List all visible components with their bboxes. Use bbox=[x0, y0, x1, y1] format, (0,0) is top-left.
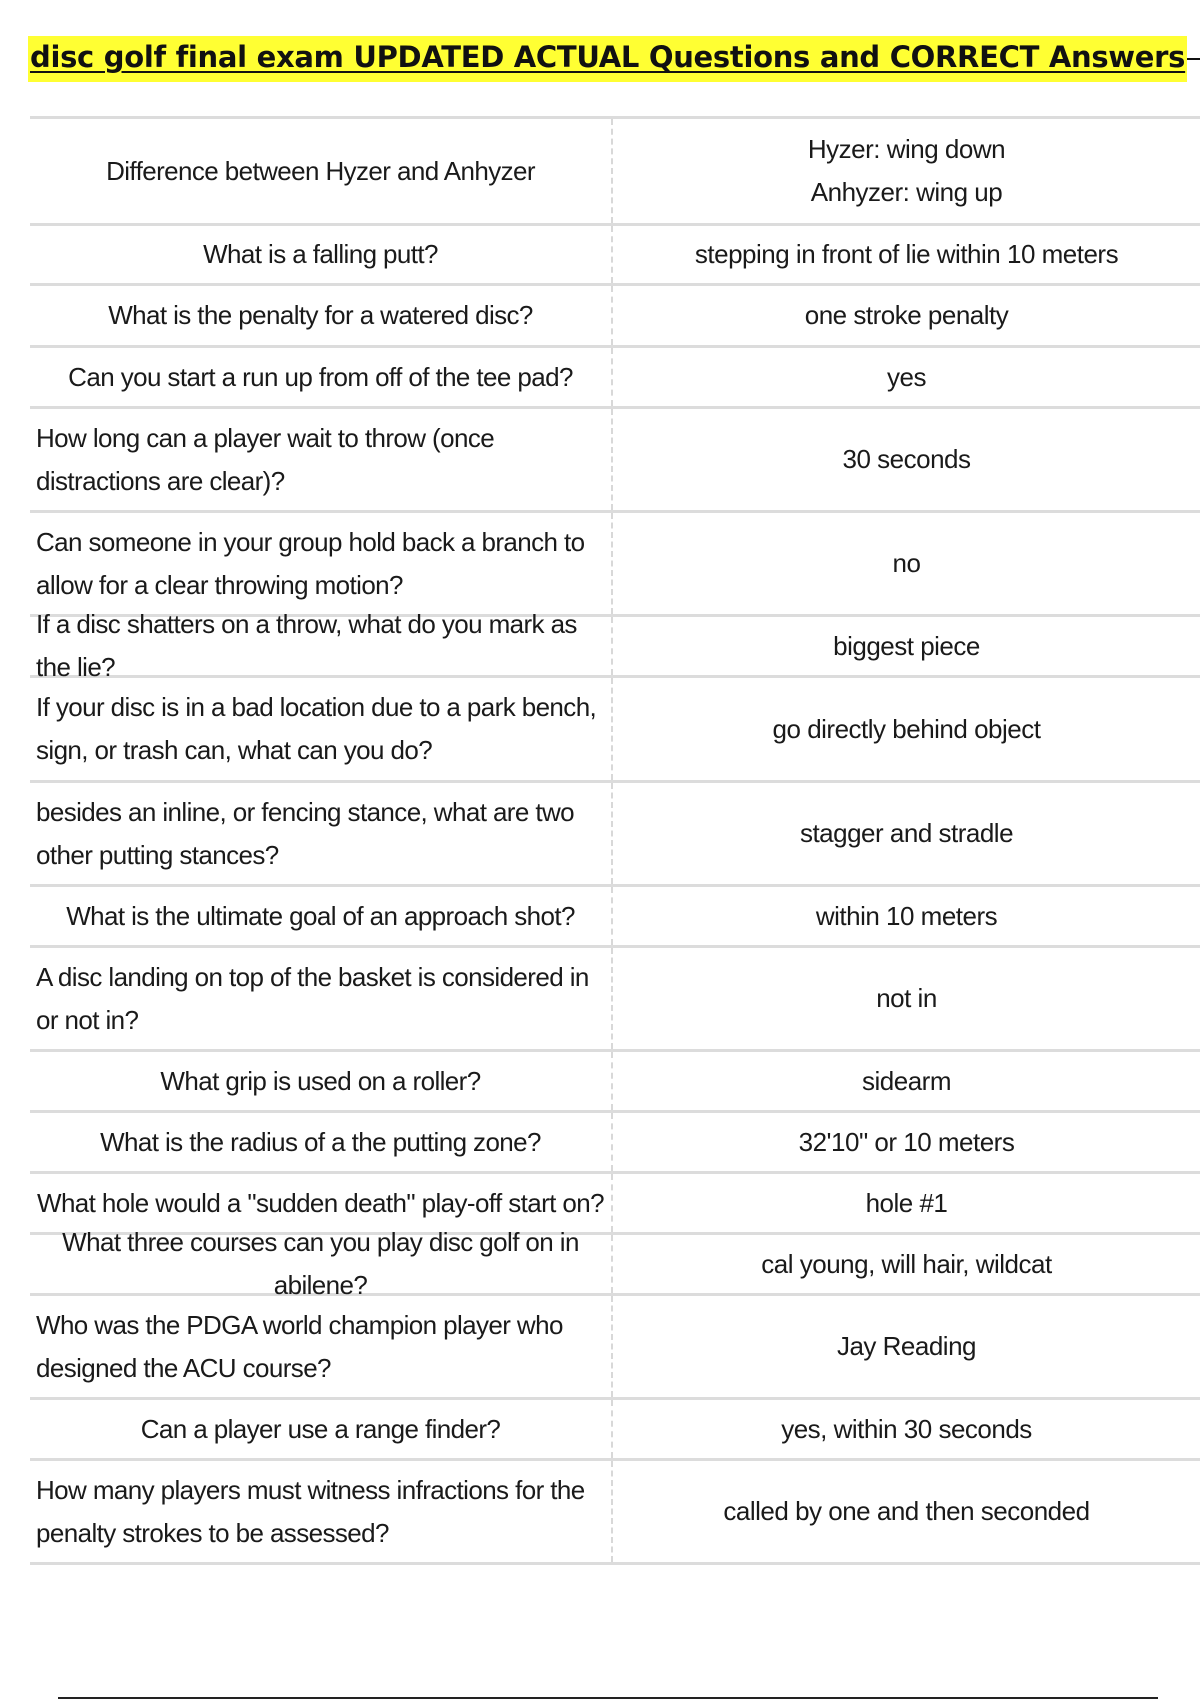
question-cell: Who was the PDGA world champion player who designed the ACU course? bbox=[30, 1296, 613, 1397]
table-row bbox=[30, 226, 1200, 286]
answer-cell: stagger and stradle bbox=[799, 818, 1014, 848]
answer-cell: yes bbox=[887, 361, 926, 392]
document-title: disc golf final exam UPDATED ACTUAL Questions and CORRECT Answers bbox=[28, 36, 1187, 82]
answer-cell: biggest piece bbox=[833, 630, 980, 661]
table-row bbox=[30, 1113, 1200, 1174]
answer-cell: no bbox=[892, 548, 921, 578]
answer-cell: Jay Reading bbox=[836, 1331, 977, 1361]
answer-cell: cal young, will hair, wildcat bbox=[761, 1248, 1052, 1279]
question-cell: What is a falling putt? bbox=[30, 226, 613, 283]
table-row bbox=[30, 948, 1200, 1052]
question-cell: Difference between Hyzer and Anhyzer bbox=[30, 119, 613, 223]
question-cell: Can you start a run up from off of the tee pad? bbox=[30, 348, 613, 406]
answer-cell: hole #1 bbox=[865, 1187, 948, 1218]
answer-cell: not in bbox=[876, 983, 937, 1013]
answer-cell: within 10 meters bbox=[815, 900, 998, 931]
question-cell: A disc landing on top of the basket is considered in or not in? bbox=[30, 948, 613, 1049]
table-row bbox=[30, 1461, 1200, 1565]
question-cell: Can a player use a range finder? bbox=[30, 1400, 613, 1458]
answer-cell: Hyzer: wing down Anhyzer: wing up bbox=[807, 134, 1006, 207]
table-row bbox=[30, 1296, 1200, 1400]
question-cell: If your disc is in a bad location due to a park bench, sign, or trash can, what can you do? bbox=[30, 678, 613, 780]
table-row bbox=[30, 119, 1200, 226]
question-cell: Can someone in your group hold back a branch to allow for a clear throwing motion? bbox=[30, 513, 613, 614]
question-cell: What hole would a "sudden death" play-off start on? bbox=[30, 1174, 613, 1232]
answer-cell: stepping in front of lie within 10 meters bbox=[694, 239, 1119, 269]
table-row bbox=[30, 1052, 1200, 1113]
table-row bbox=[30, 887, 1200, 948]
question-cell: besides an inline, or fencing stance, what are two other putting stances? bbox=[30, 783, 613, 884]
table-row bbox=[30, 678, 1200, 783]
question-cell: What three courses can you play disc golf on in abilene? bbox=[30, 1235, 613, 1293]
qa-table bbox=[30, 116, 1200, 1565]
table-row bbox=[30, 348, 1200, 409]
answer-cell: one stroke penalty bbox=[804, 300, 1009, 330]
question-cell: What grip is used on a roller? bbox=[30, 1052, 613, 1110]
table-row bbox=[30, 609, 1200, 682]
table-row bbox=[30, 286, 1200, 348]
answer-cell: 32'10" or 10 meters bbox=[798, 1126, 1015, 1157]
question-cell: What is the radius of a the putting zone? bbox=[30, 1113, 613, 1171]
question-cell: If a disc shatters on a throw, what do you mark as the lie? bbox=[30, 617, 613, 675]
question-cell: How long can a player wait to throw (once distractions are clear)? bbox=[30, 409, 613, 510]
table-row bbox=[30, 783, 1200, 887]
answer-cell: yes, within 30 seconds bbox=[781, 1413, 1032, 1444]
table-row bbox=[30, 1400, 1200, 1461]
question-cell: What is the penalty for a watered disc? bbox=[30, 286, 613, 345]
answer-cell: sidearm bbox=[862, 1065, 951, 1096]
question-cell: What is the ultimate goal of an approach shot? bbox=[30, 887, 613, 945]
footer-rule bbox=[58, 1697, 1158, 1699]
answer-cell: go directly behind object bbox=[772, 713, 1041, 744]
table-row bbox=[30, 409, 1200, 513]
title-trailing-rule bbox=[1187, 58, 1200, 60]
question-cell: How many players must witness infractions for the penalty strokes to be assessed? bbox=[30, 1461, 613, 1562]
table-row bbox=[30, 513, 1200, 617]
answer-cell: called by one and then seconded bbox=[723, 1496, 1090, 1526]
table-row bbox=[30, 1227, 1200, 1300]
answer-cell: 30 seconds bbox=[842, 444, 971, 474]
document-title-wrap bbox=[28, 34, 1200, 84]
